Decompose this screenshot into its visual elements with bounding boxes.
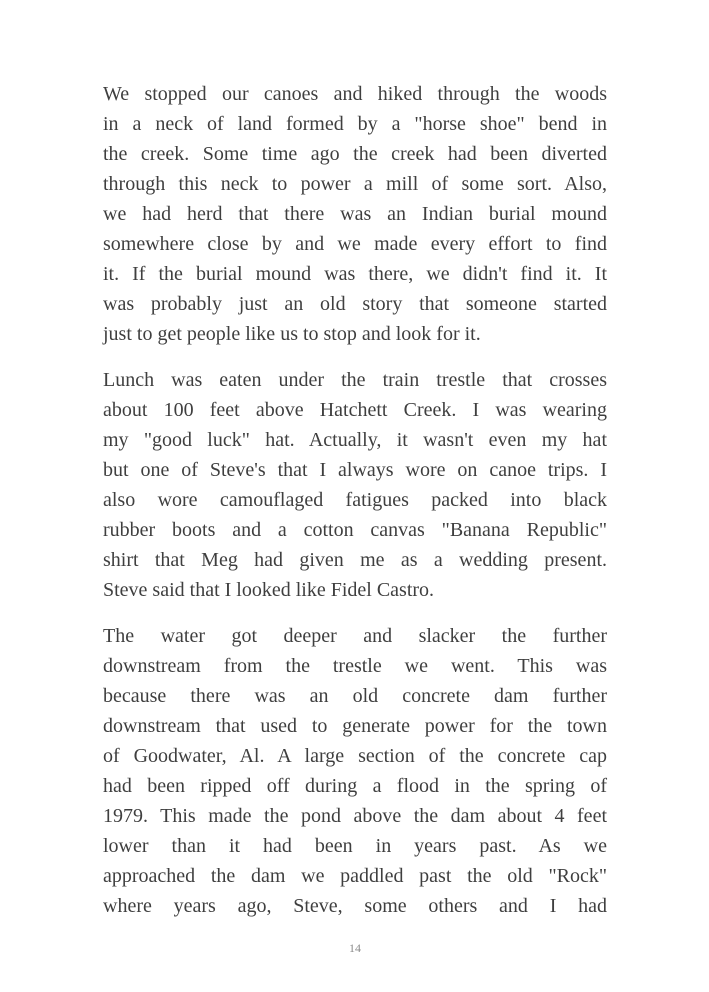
text-line: just to get people like us to stop and look for it.	[103, 323, 481, 345]
text-line: Steve said that I looked like Fidel Castro.	[103, 579, 435, 601]
paragraph	[103, 79, 607, 349]
paragraph	[103, 621, 607, 921]
text-line: The water got deeper and slacker the further	[103, 625, 607, 647]
paragraph	[103, 365, 607, 605]
text-line: was probably just an old story that someone started	[103, 293, 607, 315]
text-line: it. If the burial mound was there, we didn't find it. It	[103, 263, 607, 285]
text-line: because there was an old concrete dam further	[103, 685, 607, 707]
page-number: 14	[349, 941, 361, 955]
text-line: We stopped our canoes and hiked through the woods	[103, 83, 607, 105]
text-line: approached the dam we paddled past the old "Rock"	[103, 865, 607, 887]
text-line: about 100 feet above Hatchett Creek. I was wearing	[103, 399, 607, 421]
text-line: my "good luck" hat. Actually, it wasn't even my hat	[103, 429, 607, 451]
text-line: rubber boots and a cotton canvas "Banana Republic"	[103, 519, 607, 541]
text-line: Lunch was eaten under the train trestle that crosses	[103, 369, 607, 391]
text-line: the creek. Some time ago the creek had been diverted	[103, 143, 607, 165]
text-line: we had herd that there was an Indian burial mound	[103, 203, 607, 225]
text-line: through this neck to power a mill of some sort. Also,	[103, 173, 607, 195]
text-line: somewhere close by and we made every effort to find	[103, 233, 607, 255]
text-line: lower than it had been in years past. As we	[103, 835, 607, 857]
text-line: had been ripped off during a flood in the spring of	[103, 775, 607, 797]
text-line: shirt that Meg had given me as a wedding present.	[103, 549, 607, 571]
text-line: downstream from the trestle we went. This was	[103, 655, 607, 677]
text-line: of Goodwater, Al. A large section of the concrete cap	[103, 745, 607, 767]
text-line: but one of Steve's that I always wore on canoe trips. I	[103, 459, 607, 481]
text-line: where years ago, Steve, some others and I had	[103, 895, 607, 917]
body-text	[103, 79, 607, 921]
text-line: also wore camouflaged fatigues packed into black	[103, 489, 607, 511]
text-line: 1979. This made the pond above the dam about 4 feet	[103, 805, 607, 827]
text-line: in a neck of land formed by a "horse shoe" bend in	[103, 113, 607, 135]
text-line: downstream that used to generate power for the town	[103, 715, 607, 737]
